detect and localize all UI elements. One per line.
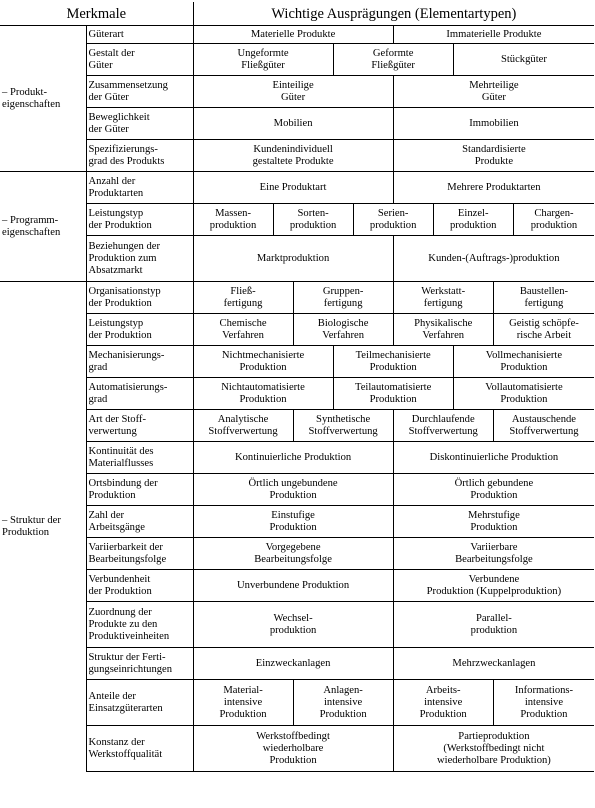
value-label: Sorten- produktion bbox=[289, 207, 337, 231]
value-cell bbox=[193, 474, 393, 506]
value-cell bbox=[393, 474, 594, 506]
value-label: Standardisierte Produkte bbox=[462, 143, 526, 167]
feature-label: Leistungstyp der Produktion bbox=[88, 317, 152, 341]
value-cell bbox=[393, 236, 594, 282]
value-cell bbox=[453, 346, 594, 378]
value-cell bbox=[393, 506, 594, 538]
value-cell bbox=[353, 204, 433, 236]
value-cell bbox=[493, 314, 594, 346]
feature-cell bbox=[86, 26, 193, 44]
feature-label: Automatisierungs- grad bbox=[88, 381, 168, 405]
value-cell bbox=[433, 204, 513, 236]
table-row bbox=[0, 314, 594, 346]
table-row bbox=[0, 474, 594, 506]
feature-label: Beweglichkeit der Güter bbox=[88, 111, 150, 135]
table-body bbox=[0, 26, 594, 772]
value-label: Chargen- produktion bbox=[530, 207, 578, 231]
value-label: Einteilige Güter bbox=[272, 79, 314, 103]
value-label: Werkstatt- fertigung bbox=[421, 285, 466, 309]
table-row bbox=[0, 236, 594, 282]
value-label: Kontinuierliche Produktion bbox=[234, 451, 352, 463]
table-row bbox=[0, 726, 594, 772]
header-auspraegungen: Wichtige Ausprägungen (Elementartypen) bbox=[193, 2, 594, 26]
feature-cell bbox=[86, 648, 193, 680]
value-label: Werkstoffbedingt wiederholbare Produktion bbox=[256, 730, 330, 766]
value-cell bbox=[393, 282, 493, 314]
value-cell bbox=[393, 648, 594, 680]
feature-cell bbox=[86, 410, 193, 442]
value-cell bbox=[193, 204, 273, 236]
value-cell bbox=[193, 282, 293, 314]
table-row bbox=[0, 76, 594, 108]
value-label: Material- intensive Produktion bbox=[219, 684, 267, 720]
value-cell bbox=[333, 346, 453, 378]
value-label: Massen- produktion bbox=[209, 207, 257, 231]
value-label: Vorgegebene Bearbeitungsfolge bbox=[254, 541, 332, 565]
feature-label: Zuordnung der Produkte zu den Produktiveinheiten bbox=[88, 606, 170, 642]
header-merkmale: Merkmale bbox=[0, 2, 193, 26]
value-label: Variierbare Bearbeitungsfolge bbox=[455, 541, 533, 565]
table-row bbox=[0, 26, 594, 44]
value-cell bbox=[453, 44, 594, 76]
value-label: Immobilien bbox=[469, 117, 519, 129]
table-row bbox=[0, 108, 594, 140]
value-label: Durchlaufende Stoffverwertung bbox=[408, 413, 478, 437]
feature-cell bbox=[86, 108, 193, 140]
group-label-text: – Struktur der Produktion bbox=[2, 514, 61, 538]
table-row bbox=[0, 44, 594, 76]
value-cell bbox=[333, 44, 453, 76]
feature-label: Struktur der Ferti- gungseinrichtungen bbox=[88, 651, 173, 675]
value-label: Partieproduktion (Werkstoffbedingt nicht wiederholbare Produktion) bbox=[436, 730, 551, 766]
value-cell bbox=[393, 172, 594, 204]
value-cell bbox=[293, 282, 393, 314]
value-label: Mobilien bbox=[273, 117, 313, 129]
value-label: Mehrzweckanlagen bbox=[452, 657, 536, 669]
table-row bbox=[0, 570, 594, 602]
table-row bbox=[0, 346, 594, 378]
value-label: Teilautomatisierte Produktion bbox=[354, 381, 432, 405]
value-cell bbox=[193, 26, 393, 44]
value-label: Analytische Stoffverwertung bbox=[208, 413, 278, 437]
value-cell bbox=[193, 570, 393, 602]
group-label-text: – Programm- eigenschaften bbox=[2, 214, 61, 238]
value-cell bbox=[393, 602, 594, 648]
value-label: Kundenindividuell gestaltete Produkte bbox=[252, 143, 334, 167]
value-cell bbox=[393, 108, 594, 140]
feature-cell bbox=[86, 44, 193, 76]
value-label: Verbundene Produktion (Kuppelproduktion) bbox=[426, 573, 562, 597]
value-label: Informations- intensive Produktion bbox=[514, 684, 574, 720]
table-row bbox=[0, 648, 594, 680]
value-cell bbox=[393, 314, 493, 346]
value-label: Ungeformte Fließgüter bbox=[237, 47, 289, 71]
value-cell bbox=[193, 410, 293, 442]
value-cell bbox=[493, 680, 594, 726]
feature-label: Konstanz der Werkstoffqualität bbox=[88, 736, 163, 760]
feature-cell bbox=[86, 140, 193, 172]
value-cell bbox=[393, 140, 594, 172]
feature-cell bbox=[86, 346, 193, 378]
value-cell bbox=[453, 378, 594, 410]
value-label: Vollmechanisierte Produktion bbox=[485, 349, 563, 373]
value-label: Serien- produktion bbox=[369, 207, 417, 231]
value-label: Nichtmechanisierte Produktion bbox=[221, 349, 305, 373]
feature-cell bbox=[86, 378, 193, 410]
feature-cell bbox=[86, 570, 193, 602]
value-label: Vollautomatisierte Produktion bbox=[485, 381, 563, 405]
feature-label: Verbundenheit der Produktion bbox=[88, 573, 152, 597]
value-label: Marktproduktion bbox=[256, 252, 330, 264]
value-label: Austauschende Stoffverwertung bbox=[509, 413, 579, 437]
value-label: Unverbundene Produktion bbox=[237, 579, 350, 591]
value-label: Einzel- produktion bbox=[449, 207, 497, 231]
value-cell bbox=[273, 204, 353, 236]
value-cell bbox=[193, 108, 393, 140]
value-cell bbox=[193, 648, 393, 680]
value-label: Arbeits- intensive Produktion bbox=[419, 684, 467, 720]
value-cell bbox=[393, 76, 594, 108]
value-cell bbox=[193, 346, 333, 378]
value-cell bbox=[493, 410, 594, 442]
table-row bbox=[0, 204, 594, 236]
value-cell bbox=[493, 282, 594, 314]
value-cell bbox=[193, 538, 393, 570]
feature-label: Art der Stoff- verwertung bbox=[88, 413, 146, 437]
value-label: Gruppen- fertigung bbox=[322, 285, 364, 309]
table-row bbox=[0, 378, 594, 410]
value-cell bbox=[293, 680, 393, 726]
value-cell bbox=[193, 602, 393, 648]
value-cell bbox=[333, 378, 453, 410]
value-cell bbox=[193, 680, 293, 726]
feature-label: Mechanisierungs- grad bbox=[88, 349, 165, 373]
group-label-text: – Produkt- eigenschaften bbox=[2, 86, 61, 110]
feature-label: Güterart bbox=[88, 28, 124, 40]
feature-label: Anteile der Einsatzgüterarten bbox=[88, 690, 163, 714]
morphology-table bbox=[0, 2, 594, 772]
feature-cell bbox=[86, 602, 193, 648]
feature-label: Organisationstyp der Produktion bbox=[88, 285, 161, 309]
value-cell bbox=[193, 378, 333, 410]
feature-label: Ortsbindung der Produktion bbox=[88, 477, 158, 501]
feature-label: Spezifizierungs- grad des Produkts bbox=[88, 143, 165, 167]
value-label: Physikalische Verfahren bbox=[414, 317, 473, 341]
value-cell bbox=[393, 410, 493, 442]
value-label: Wechsel- produktion bbox=[269, 612, 317, 636]
table-row bbox=[0, 506, 594, 538]
value-cell bbox=[193, 442, 393, 474]
value-label: Geistig schöpfe- rische Arbeit bbox=[509, 317, 579, 341]
table-row bbox=[0, 410, 594, 442]
feature-cell bbox=[86, 726, 193, 772]
feature-cell bbox=[86, 76, 193, 108]
value-cell bbox=[393, 442, 594, 474]
value-cell bbox=[393, 570, 594, 602]
value-cell bbox=[193, 76, 393, 108]
feature-cell bbox=[86, 680, 193, 726]
table-row bbox=[0, 140, 594, 172]
feature-label: Variierbarkeit der Bearbeitungsfolge bbox=[88, 541, 167, 565]
value-label: Örtlich ungebundene Produktion bbox=[248, 477, 338, 501]
value-label: Chemische Verfahren bbox=[219, 317, 267, 341]
value-cell bbox=[513, 204, 594, 236]
value-cell bbox=[393, 680, 493, 726]
value-label: Anlagen- intensive Produktion bbox=[319, 684, 367, 720]
header-row bbox=[0, 2, 594, 26]
feature-cell bbox=[86, 474, 193, 506]
group-label bbox=[0, 26, 86, 172]
value-cell bbox=[193, 726, 393, 772]
value-label: Eine Produktart bbox=[259, 181, 327, 193]
feature-label: Zahl der Arbeitsgänge bbox=[88, 509, 145, 533]
table-row bbox=[0, 172, 594, 204]
feature-label: Zusammensetzung der Güter bbox=[88, 79, 168, 103]
value-cell bbox=[193, 172, 393, 204]
value-cell bbox=[193, 314, 293, 346]
value-cell bbox=[293, 410, 393, 442]
feature-cell bbox=[86, 172, 193, 204]
value-label: Mehrstufige Produktion bbox=[468, 509, 520, 533]
value-cell bbox=[193, 236, 393, 282]
table-row bbox=[0, 680, 594, 726]
value-label: Baustellen- fertigung bbox=[519, 285, 569, 309]
value-label: Einstufige Produktion bbox=[269, 509, 317, 533]
feature-cell bbox=[86, 236, 193, 282]
value-label: Örtlich gebundene Produktion bbox=[454, 477, 534, 501]
value-label: Mehrere Produktarten bbox=[447, 181, 541, 193]
table-row bbox=[0, 602, 594, 648]
table-row bbox=[0, 442, 594, 474]
value-label: Geformte Fließgüter bbox=[371, 47, 415, 71]
feature-label: Gestalt der Güter bbox=[88, 47, 135, 71]
value-label: Fließ- fertigung bbox=[223, 285, 263, 309]
value-label: Synthetische Stoffverwertung bbox=[308, 413, 378, 437]
value-label: Parallel- produktion bbox=[470, 612, 518, 636]
feature-cell bbox=[86, 314, 193, 346]
value-cell bbox=[393, 26, 594, 44]
value-label: Biologische Verfahren bbox=[317, 317, 369, 341]
value-label: Einzweckanlagen bbox=[255, 657, 331, 669]
value-cell bbox=[193, 140, 393, 172]
group-label bbox=[0, 172, 86, 282]
value-label: Nichtautomatisierte Produktion bbox=[221, 381, 305, 405]
value-cell bbox=[193, 44, 333, 76]
value-label: Mehrteilige Güter bbox=[469, 79, 519, 103]
value-label: Immaterielle Produkte bbox=[446, 28, 542, 40]
feature-label: Kontinuität des Materialflusses bbox=[88, 445, 154, 469]
value-cell bbox=[293, 314, 393, 346]
value-label: Teilmechanisierte Produktion bbox=[355, 349, 431, 373]
value-cell bbox=[393, 726, 594, 772]
value-label: Diskontinuierliche Produktion bbox=[429, 451, 559, 463]
value-cell bbox=[393, 538, 594, 570]
feature-label: Anzahl der Produktarten bbox=[88, 175, 144, 199]
feature-label: Beziehungen der Produktion zum Absatzmarkt bbox=[88, 240, 160, 276]
feature-cell bbox=[86, 204, 193, 236]
value-label: Materielle Produkte bbox=[250, 28, 336, 40]
group-label bbox=[0, 282, 86, 772]
feature-cell bbox=[86, 506, 193, 538]
table-row bbox=[0, 282, 594, 314]
value-label: Stückgüter bbox=[500, 53, 547, 65]
feature-label: Leistungstyp der Produktion bbox=[88, 207, 152, 231]
feature-cell bbox=[86, 538, 193, 570]
feature-cell bbox=[86, 442, 193, 474]
table-row bbox=[0, 538, 594, 570]
value-cell bbox=[193, 506, 393, 538]
value-label: Kunden-(Auftrags-)produktion bbox=[428, 252, 560, 264]
feature-cell bbox=[86, 282, 193, 314]
